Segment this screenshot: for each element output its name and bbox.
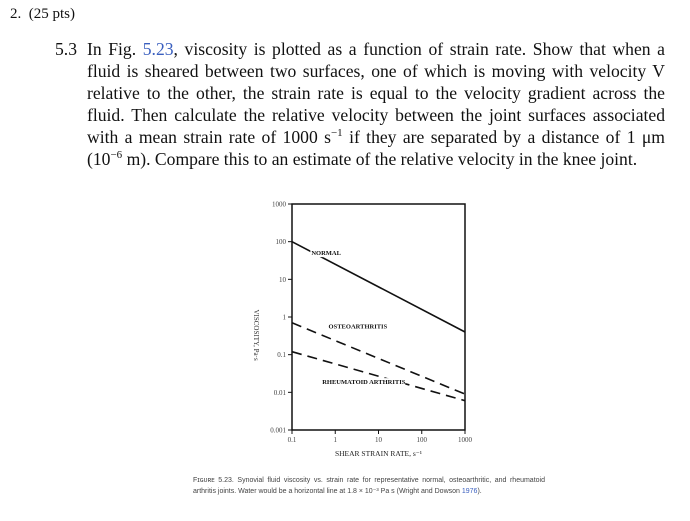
caption-text: Fɪɢᴜʀᴇ 5.23. Synovial fluid viscosity vs. strain rate for representative normal, osteoarthritic, and rheumatoid arthritis joints. Water would be a horizontal line at 1.8 × 10⁻³ Pa s (Wright and Dowson (193, 477, 545, 495)
y-tick-label: 1000 (272, 200, 286, 209)
superscript-2: −6 (110, 149, 123, 162)
chart-svg (230, 192, 570, 477)
problem-text-3: if they are separated by a distance of 1 μm (10 (87, 127, 665, 169)
y-tick-label: 1 (282, 313, 286, 322)
figure-caption (193, 475, 545, 497)
y-tick-label: 100 (275, 238, 286, 247)
plot-frame (292, 204, 465, 430)
series-label: NORMAL (311, 250, 341, 258)
viscosity-chart (230, 192, 570, 492)
problem-text-4: m). Compare this to an estimate of the relative velocity in the knee joint. (122, 149, 638, 169)
y-tick-label: 0.01 (273, 388, 286, 397)
x-tick-label: 0.1 (287, 436, 297, 444)
problem-statement (55, 38, 665, 170)
superscript-1: −1 (330, 127, 343, 140)
x-tick-label: 1000 (458, 436, 472, 444)
series-line-3 (292, 352, 465, 401)
problem-number: 5.3 (55, 39, 77, 59)
x-tick-label: 10 (375, 436, 382, 444)
y-tick-label: 0.1 (277, 351, 286, 360)
y-tick-label: 10 (279, 275, 286, 284)
caption-end: ). (477, 488, 482, 495)
question-points: (25 pts) (28, 6, 75, 22)
caption-reference-link[interactable]: 1976 (461, 488, 478, 495)
series-label: RHEUMATOID ARTHRITIS (322, 379, 406, 387)
figure-link[interactable]: 5.23 (142, 39, 174, 59)
x-tick-label: 100 (416, 436, 427, 444)
question-number: 2. (10, 6, 22, 22)
y-tick-label: 0.001 (270, 426, 286, 435)
x-tick-label: 1 (333, 436, 337, 444)
y-axis-label: VISCOSITY, Pa·s (252, 309, 260, 361)
question-header (10, 6, 75, 23)
x-axis-label: SHEAR STRAIN RATE, s⁻¹ (334, 449, 423, 458)
problem-text-1: In Fig. (87, 39, 143, 59)
problem-text-2: , viscosity is plotted as a function of strain rate. Show that when a fluid is sheared between two surfaces, one of which is moving with velocity V relative to the other, the strain rate is equal to the velocity gradient across the fluid. Then calculate the relative velocity between the joint surfaces associated with a mean strain rate of 1000 s (87, 39, 665, 147)
series-label: OSTEOARTHRITIS (328, 323, 388, 331)
problem-body (87, 38, 665, 170)
